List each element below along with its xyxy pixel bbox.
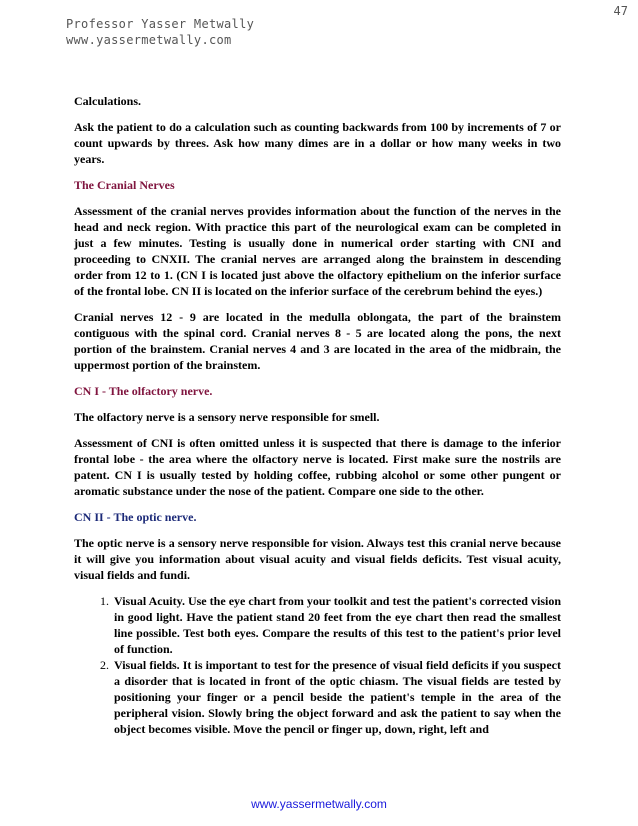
cn1-paragraph-2: Assessment of CNI is often omitted unless it is suspected that there is damage to the inferior frontal lobe - the area where the olfactory nerve is located. First make sure the nostrils are patent. CN I is usually tested by holding coffee, rubbing alcohol or some other pungent or aromatic substance under the nose of the patient. Compare one side to the other. [74, 436, 561, 498]
list-item: 1. Visual Acuity. Use the eye chart from your toolkit and test the patient's corrected vision in good light. Have the patient stand 20 feet from the eye chart then read the smallest line possible. Test both eyes. Compare the results of this test to the patient's prior level of function. [112, 593, 561, 657]
document-body [74, 93, 561, 737]
calculations-heading: Calculations. [74, 94, 142, 108]
footer-link[interactable]: www.yassermetwally.com [251, 797, 387, 811]
cranial-nerves-paragraph-1: Assessment of the cranial nerves provides information about the function of the nerves in the head and neck region. With practice this part of the neurological exam can be completed in just a few minutes. Testing is usually done in numerical order starting with CNI and proceeding to CNXII. The cranial nerves are arranged along the brainstem in descending order from 12 to 1. (CN I is located just above the olfactory epithelium on the inferior surface of the frontal lobe. CN II is located on the inferior surface of the cerebrum behind the eyes.) [74, 204, 561, 298]
list-item: 2. Visual fields. It is important to test for the presence of visual field deficits if you suspect a disorder that is located in front of the optic chiasm. The visual fields are tested by positioning your finger or a pencil beside the patient's temple in the area of the peripheral vision. Slowly bring the object forward and ask the patient to say when the object becomes visible. Move the pencil or finger up, down, right, left and [112, 657, 561, 737]
header-author: Professor Yasser Metwally [66, 17, 255, 31]
cn2-paragraph-1: The optic nerve is a sensory nerve responsible for vision. Always test this cranial nerve because it will give you information about visual acuity and visual fields deficits. Test visual acuity, visual fields and fundi. [74, 536, 561, 582]
cn1-heading: CN I - The olfactory nerve. [74, 384, 213, 398]
page-number: 47 [613, 4, 628, 18]
cn2-test-list [74, 593, 561, 737]
cranial-nerves-heading: The Cranial Nerves [74, 178, 175, 192]
cranial-nerves-paragraph-2: Cranial nerves 12 - 9 are located in the medulla oblongata, the part of the brainstem contiguous with the spinal cord. Cranial nerves 8 - 5 are located along the pons, the next portion of the brainstem. Cranial nerves 4 and 3 are located in the area of the midbrain, the uppermost portion of the brainstem. [74, 310, 561, 372]
header-website: www.yassermetwally.com [66, 33, 232, 47]
cn1-paragraph-1: The olfactory nerve is a sensory nerve responsible for smell. [74, 410, 380, 424]
cn2-heading: CN II - The optic nerve. [74, 510, 197, 524]
page-header [66, 16, 254, 48]
calculations-paragraph: Ask the patient to do a calculation such as counting backwards from 100 by increments of 7 or count upwards by threes. Ask how many dimes are in a dollar or how many weeks in two years. [74, 120, 561, 166]
